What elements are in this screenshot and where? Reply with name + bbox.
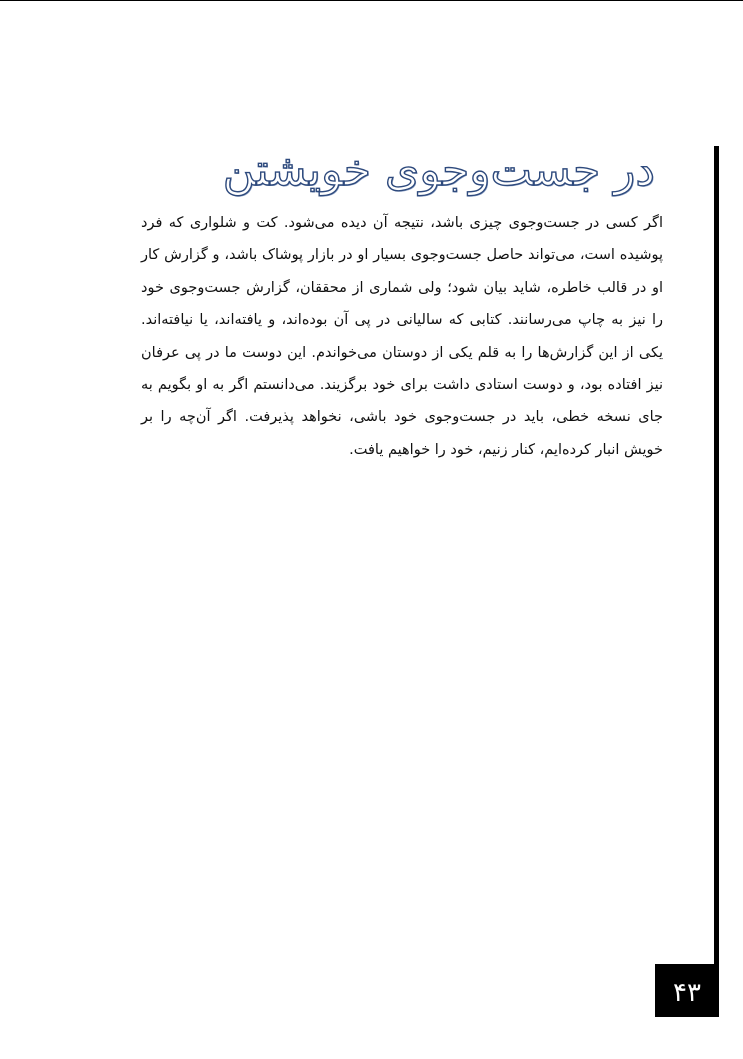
page-side-rule: [714, 146, 719, 964]
chapter-title: در جست‌وجوی خویشتن: [222, 145, 655, 196]
top-rule: [0, 0, 743, 1]
body-paragraph: اگر کسی در جست‌وجوی چیزی باشد، نتیجه آن دیده می‌شود. کت و شلواری که فرد پوشیده است، می‌تواند حاصل جست‌وجوی بسیار او در بازار پوشاک باشد، و گزارش کار او در قالب خاطره، شاید بیان شود؛ ولی شماری از محققان، گزارش جست‌وجوی خود را نیز به چاپ می‌رسانند. کتابی که سالیانی در پی آن بوده‌اند، و یافته‌اند، یا نیافته‌اند. یکی از این گزارش‌ها را به قلم یکی از دوستان می‌خواندم. این دوست ما در پی عرفان نیز افتاده بود، و دوست استادی داشت برای خود برگزیند. می‌دانستم اگر به او بگویم به جای نسخه خطی، باید در جست‌وجوی خود باشی، نخواهد پذیرفت. اگر آن‌چه را بر خویش انبار کرده‌ایم، کنار زنیم، خود را خواهیم یافت.: [141, 215, 663, 458]
page-number: ۴۳: [673, 977, 701, 1008]
page-number-box: [655, 964, 719, 1017]
